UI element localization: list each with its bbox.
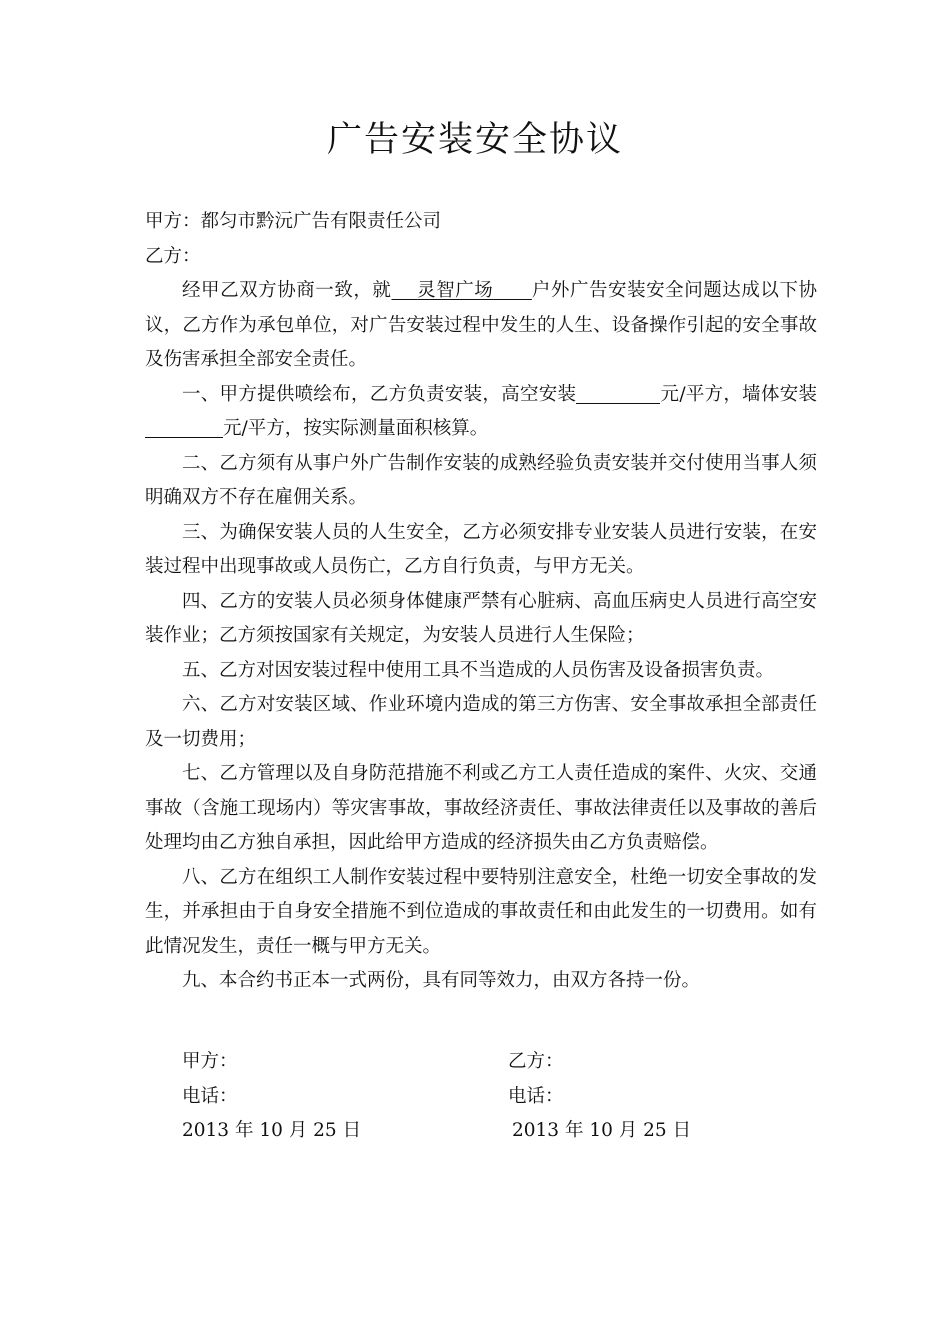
clause-1-part3: 元/平方，按实际测量面积核算。 — [223, 418, 489, 439]
signature-block-party-b — [508, 1045, 691, 1149]
party-b-phone-label: 电话： — [508, 1085, 564, 1107]
party-b-date: 2013 年 10 月 25 日 — [512, 1120, 692, 1141]
document-title: 广告安装安全协议 — [326, 120, 623, 160]
clause-2: 二、乙方须有从事户外广告制作安装的成熟经验负责安装并交付使用当事人须明确双方不存在雇佣关系。 — [145, 452, 817, 508]
intro-location — [391, 280, 531, 301]
clause-3: 三、为确保安装人员的人生安全，乙方必须安排专业安装人员进行安装，在安装过程中出现事故或人员伤亡，乙方自行负责，与甲方无关。 — [145, 521, 817, 577]
party-b-signature-label: 乙方： — [508, 1051, 564, 1072]
clause-8: 八、乙方在组织工人制作安装过程中要特别注意安全，杜绝一切安全事故的发生，并承担由于自身安全措施不到位造成的事故责任和由此发生的一切费用。如有此情况发生，责任一概与甲方无关。 — [145, 866, 817, 957]
clause-5: 五、乙方对因安装过程中使用工具不当造成的人员伤害及设备损害负责。 — [182, 659, 775, 681]
clause-1 — [145, 378, 817, 447]
clause-1-part1: 一、甲方提供喷绘布，乙方负责安装，高空安装 — [182, 383, 577, 405]
signature-block-party-a — [182, 1045, 361, 1149]
clause-7: 七、乙方管理以及自身防范措施不利或乙方工人责任造成的案件、火灾、交通事故（含施工现场内）等灾害事故，事故经济责任、事故法律责任以及事故的善后处理均由乙方独自承担，因此给甲方造成的经济损失由乙方负责赔偿。 — [145, 763, 817, 853]
high-altitude-price-blank — [576, 383, 660, 404]
party-a-line: 甲方：都匀市黔沅广告有限责任公司 — [145, 211, 442, 232]
party-a-phone-label: 电话： — [182, 1085, 238, 1107]
clause-1-part2: 元/平方，墙体安装 — [660, 383, 817, 405]
intro-paragraph — [145, 274, 817, 378]
clause-4: 四、乙方的安装人员必须身体健康严禁有心脏病、高血压病史人员进行高空安装作业；乙方须按国家有关规定，为安装人员进行人生保险； — [145, 590, 817, 646]
clause-9: 九、本合约书正本一式两份，具有同等效力，由双方各持一份。 — [182, 970, 701, 991]
wall-price-blank — [145, 417, 223, 438]
intro-text-after: 户外广告安装安全问题达成以下协议，乙方作为承包单位，对广告安装过程中发生的人生、设备操作引起的安全事故及伤害承担全部安全责任。 — [145, 280, 817, 370]
party-a-date: 2013 年 10 月 25 日 — [182, 1120, 362, 1141]
document-body — [145, 205, 817, 999]
party-b-line: 乙方： — [145, 245, 201, 267]
party-a-signature-label: 甲方： — [182, 1051, 238, 1072]
intro-location-text: 灵智广场 — [417, 280, 494, 301]
intro-text-before: 经甲乙双方协商一致，就 — [182, 280, 392, 301]
clause-6: 六、乙方对安装区域、作业环境内造成的第三方伤害、安全事故承担全部责任及一切费用； — [145, 694, 817, 750]
